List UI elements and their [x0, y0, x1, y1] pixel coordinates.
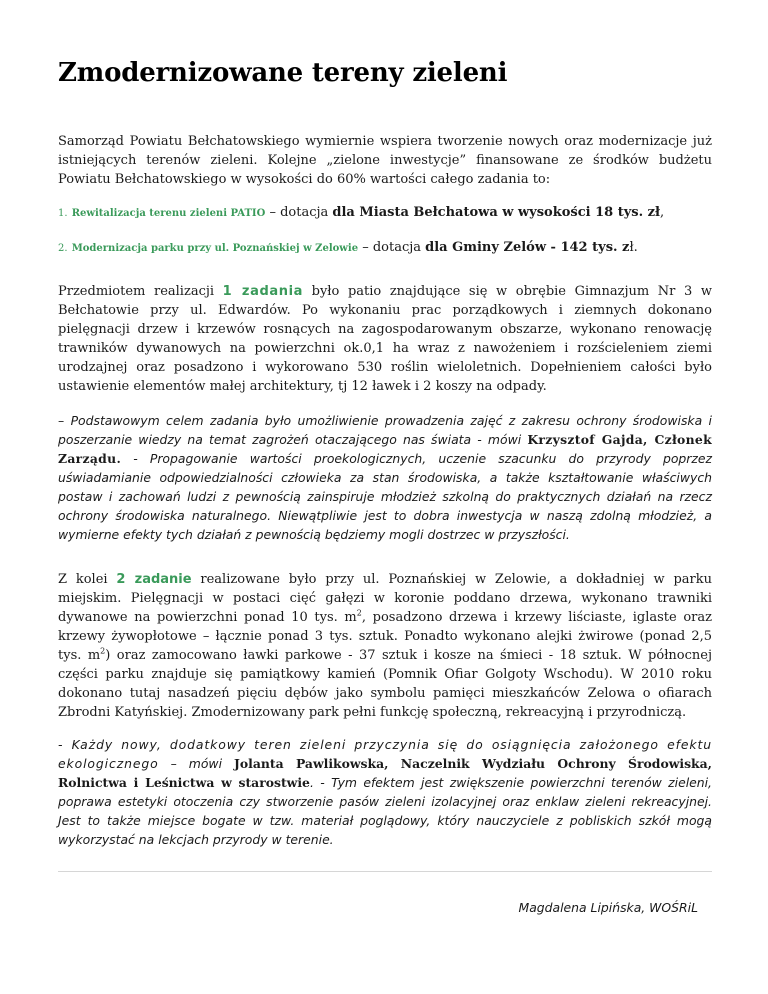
paragraph-body-a: realizowane było przy ul. Poznańskiej w Zelowie, a dokładniej w parku miejskim. Pielęgnacji w postaci cięć gałęzi w koronie poddano drzewa, wykonano trawniki dywanowe na powierzchni ponad 10 tys. m [58, 572, 712, 625]
quote-dot: . [309, 775, 314, 790]
divider [58, 871, 712, 872]
task-list-item-1 [58, 203, 712, 223]
quote-speaker: Krzysztof Gajda, Członek Zarządu. [58, 432, 713, 466]
quote-said: - mówi [471, 432, 528, 447]
page-title: Zmodernizowane tereny zieleni [58, 58, 508, 88]
paragraph-lead: Z kolei [58, 572, 117, 587]
task1-paragraph [58, 282, 712, 396]
task-name-link[interactable]: Modernizacja parku przy ul. Poznańskiej w Zelowie [71, 243, 359, 254]
list-middle-text: – dotacja [265, 205, 333, 220]
list-bold-text: dla Gminy Zelów - 142 tys. z [425, 240, 630, 255]
quote-pawlikowska [58, 735, 712, 849]
task-name-link[interactable]: Rewitalizacja terenu zieleni PATIO [71, 208, 266, 219]
quote-text: - Każdy nowy, dodatkowy teren zieleni przyczynia się do osiągnięcia założonego efektu ekologicznego [58, 737, 712, 771]
task2-highlight: 2 zadanie [116, 572, 192, 587]
superscript: 2 [100, 646, 106, 656]
paragraph-lead: Przedmiotem realizacji [58, 284, 223, 299]
quote-text: – Podstawowym celem zadania było umożliwienie prowadzenia zajęć z zakresu ochrony środowiska i poszerzanie wiedzy na temat zagrożeń otaczającego nas świata [58, 413, 712, 447]
list-number: 2. [58, 243, 68, 254]
author-signature: Magdalena Lipińska, WOŚRiL [518, 900, 698, 915]
paragraph-body: było patio znajdujące się w obrębie Gimnazjum Nr 3 w Bełchatowie przy ul. Edwardów. Po wykonaniu prac porządkowych i ziemnych dokonano pielęgnacji drzew i krzewów rosnących na zagospodarowanym obszarze, wykonano renowację trawników dywanowych na powierzchni ok.0,1 ha wraz z nawożeniem i rozścieleniem ziemi urodzajnej oraz posadzono i wykorowano 530 roślin wieloletnich. Dopełnieniem całości było ustawienie elementów małej architektury, tj 12 ławek i 2 koszy na odpady. [58, 284, 713, 394]
quote-text-continued: - Tym efektem jest zwiększenie powierzchni terenów zieleni, poprawa estetyki otoczenia czy stworzenie pasów zieleni izolacyjnej oraz enklaw zieleni rekreacyjnej. Jest to także miejsce bogate w tzw. materiał poglądowy, który nauczyciele z pobliskich szkół mogą wykorzystać na lekcjach przyrody w terenie. [58, 775, 712, 847]
paragraph-body-b: , posadzono drzewa i krzewy liściaste, iglaste oraz krzewy żywopłotowe – łącznie ponad 3 tys. sztuk. Ponadto wykonano alejki żwirowe (ponad 2,5 tys. m [58, 610, 712, 663]
list-bold-text: dla Miasta Bełchatowa w wysokości 18 tys. zł [332, 205, 661, 220]
task1-highlight: 1 zadania [222, 284, 304, 299]
superscript: 2 [356, 608, 362, 618]
paragraph-body-c: ) oraz zamocowano ławki parkowe - 37 sztuk i kosze na śmieci - 18 sztuk. W północnej części parku znajduje się pamiątkowy kamień (Pomnik Ofiar Golgoty Wschodu). W 2010 roku dokonano tutaj nasadzeń pięciu dębów jako symbolu pamięci mieszkańców Zelowa o ofiarach Zbrodni Katyńskiej. Zmodernizowany park pełni funkcję społeczną, rekreacyjną i przyrodniczą. [58, 648, 712, 720]
list-end-text: , [660, 205, 665, 220]
list-end-text: ł. [629, 240, 638, 255]
quote-text-continued: - Propagowanie wartości proekologicznych, uczenie szacunku do przyrody poprzez uświadamianie odpowiedzialności człowieka za stan środowiska, a także kształtowanie właściwych postaw i zachowań ludzi z pewnością zainspiruje młodzież szkolną do praktycznych działań na rzecz ochrony środowiska naturalnego. Niewątpliwie jest to dobra inwestycja w naszą zdolną młodzież, a wymierne efekty tych działań z pewnością będziemy mogli dostrzec w przyszłości. [58, 451, 712, 542]
intro-paragraph: Samorząd Powiatu Bełchatowskiego wymiernie wspiera tworzenie nowych oraz modernizacje już istniejących terenów zieleni. Kolejne „zielone inwestycje” finansowane ze środków budżetu Powiatu Bełchatowskiego w wysokości do 60% wartości całego zadania to: [58, 134, 712, 187]
quote-gajda [58, 411, 712, 544]
task-list-item-2 [58, 238, 712, 258]
quote-speaker: Jolanta Pawlikowska, Naczelnik Wydziału Ochrony Środowiska, Rolnictwa i Leśnictwa w starostwie [58, 756, 712, 790]
list-middle-text: – dotacja [358, 240, 426, 255]
quote-said: – mówi [158, 756, 234, 771]
list-number: 1. [58, 208, 68, 219]
task2-paragraph [58, 570, 712, 722]
